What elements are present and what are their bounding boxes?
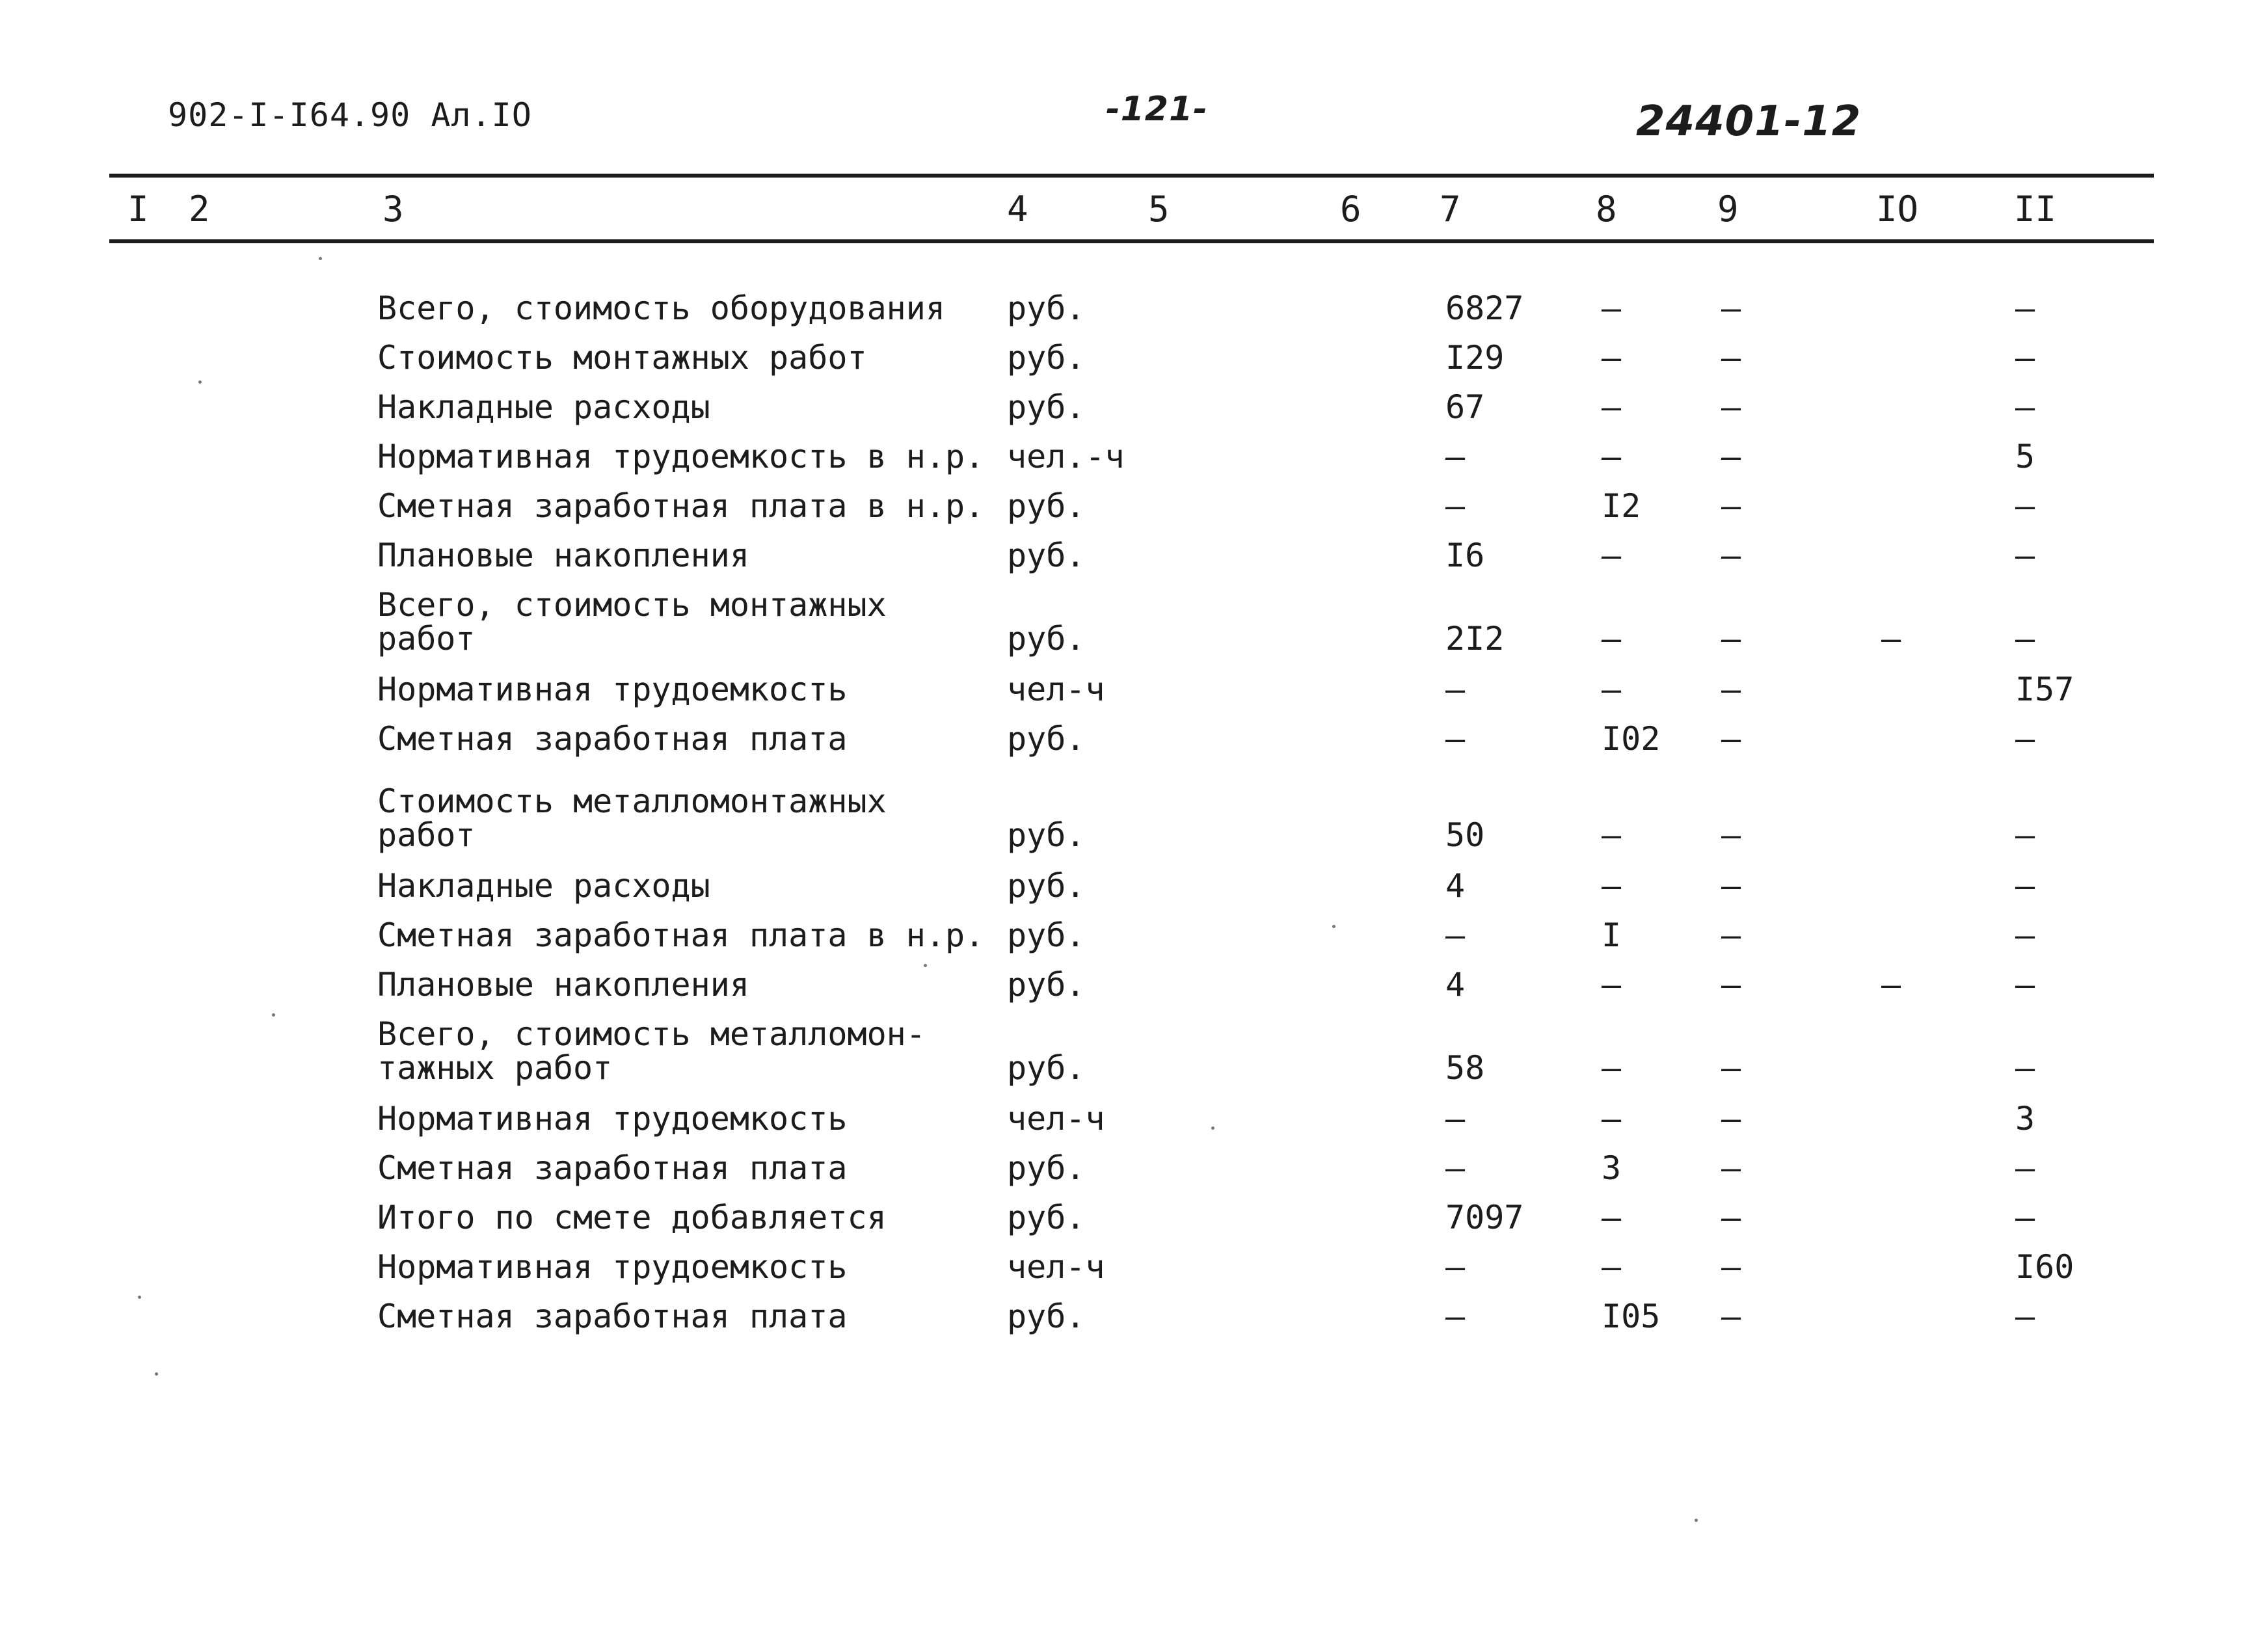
value-col-8: – — [1602, 438, 1622, 475]
value-col-9: – — [1721, 1199, 1741, 1236]
value-col-11: – — [2015, 1298, 2035, 1335]
value-col-7: I29 — [1445, 339, 1505, 377]
value-col-11: – — [2015, 537, 2035, 574]
value-col-8: – — [1602, 289, 1622, 327]
value-col-9: – — [1721, 1298, 1741, 1335]
column-header-7: 7 — [1440, 189, 1461, 230]
value-col-9: – — [1721, 620, 1741, 658]
item-name: Плановые накопления — [377, 537, 749, 574]
value-col-10: – — [1881, 620, 1901, 658]
item-name: Всего, стоимость металломон- тажных работ — [377, 1015, 926, 1087]
value-col-9: – — [1721, 867, 1741, 905]
value-col-7: 4 — [1445, 966, 1466, 1004]
unit-cell: руб. — [1007, 966, 1086, 1004]
value-col-9: – — [1721, 1100, 1741, 1138]
value-col-7: 2I2 — [1445, 620, 1505, 658]
value-col-8: I02 — [1602, 720, 1661, 758]
value-col-11: I60 — [2015, 1248, 2074, 1286]
value-col-9: – — [1721, 916, 1741, 954]
value-col-7: 6827 — [1445, 289, 1524, 327]
value-col-11: – — [2015, 1199, 2035, 1236]
scan-speck — [1695, 1519, 1698, 1522]
value-col-7: 50 — [1445, 816, 1485, 854]
unit-cell: руб. — [1007, 537, 1086, 574]
value-col-7: I6 — [1445, 537, 1485, 574]
scan-speck — [155, 1372, 158, 1376]
value-col-8: – — [1602, 671, 1622, 708]
item-name: Нормативная трудоемкость — [377, 671, 848, 708]
item-name: Всего, стоимость монтажных работ — [377, 586, 887, 658]
value-col-9: – — [1721, 438, 1741, 475]
item-name: Сметная заработная плата — [377, 720, 848, 758]
value-col-11: – — [2015, 966, 2035, 1004]
unit-cell: руб. — [1007, 1049, 1086, 1087]
value-col-8: – — [1602, 1100, 1622, 1138]
value-col-9: – — [1721, 1049, 1741, 1087]
value-col-7: 4 — [1445, 867, 1466, 905]
unit-cell: руб. — [1007, 1298, 1086, 1335]
value-col-9: – — [1721, 388, 1741, 426]
value-col-8: – — [1602, 339, 1622, 377]
value-col-11: – — [2015, 867, 2035, 905]
value-col-9: – — [1721, 671, 1741, 708]
value-col-11: – — [2015, 916, 2035, 954]
value-col-11: – — [2015, 388, 2035, 426]
unit-cell: руб. — [1007, 1149, 1086, 1187]
item-name: Накладные расходы — [377, 867, 710, 905]
value-col-7: – — [1445, 487, 1466, 525]
item-name: Сметная заработная плата — [377, 1149, 848, 1187]
value-col-11: – — [2015, 487, 2035, 525]
value-col-8: – — [1602, 1248, 1622, 1286]
item-name: Нормативная трудоемкость — [377, 1100, 848, 1138]
item-name: Сметная заработная плата в н.р. — [377, 916, 985, 954]
value-col-9: – — [1721, 1248, 1741, 1286]
scan-speck — [319, 257, 322, 260]
value-col-10: – — [1881, 966, 1901, 1004]
unit-cell: чел-ч — [1007, 671, 1105, 708]
value-col-7: – — [1445, 438, 1466, 475]
value-col-9: – — [1721, 289, 1741, 327]
value-col-9: – — [1721, 1149, 1741, 1187]
unit-cell: руб. — [1007, 388, 1086, 426]
item-name: Стоимость металломонтажных работ — [377, 782, 887, 854]
column-header-4: 4 — [1007, 189, 1028, 230]
item-name: Сметная заработная плата в н.р. — [377, 487, 985, 525]
value-col-8: I05 — [1602, 1298, 1661, 1335]
value-col-8: I — [1602, 916, 1622, 954]
value-col-7: – — [1445, 671, 1466, 708]
value-col-7: – — [1445, 720, 1466, 758]
value-col-7: – — [1445, 1100, 1466, 1138]
scan-speck — [198, 380, 202, 384]
unit-cell: чел-ч — [1007, 1100, 1105, 1138]
unit-cell: руб. — [1007, 1199, 1086, 1236]
unit-cell: чел.-ч — [1007, 438, 1125, 475]
value-col-7: – — [1445, 1248, 1466, 1286]
document-code: 24401-12 — [1636, 98, 1862, 146]
value-col-11: – — [2015, 816, 2035, 854]
value-col-7: – — [1445, 916, 1466, 954]
unit-cell: руб. — [1007, 816, 1086, 854]
unit-cell: руб. — [1007, 867, 1086, 905]
column-header-1: I — [127, 189, 149, 230]
scan-speck — [1332, 925, 1335, 928]
value-col-8: – — [1602, 966, 1622, 1004]
value-col-8: 3 — [1602, 1149, 1622, 1187]
document-reference: 902-I-I64.90 Ал.IO — [168, 96, 532, 134]
scan-speck — [924, 964, 927, 967]
value-col-7: 58 — [1445, 1049, 1485, 1087]
item-name: Нормативная трудоемкость в н.р. — [377, 438, 985, 475]
value-col-8: – — [1602, 1199, 1622, 1236]
value-col-11: – — [2015, 1049, 2035, 1087]
value-col-9: – — [1721, 487, 1741, 525]
value-col-11: – — [2015, 1149, 2035, 1187]
value-col-8: – — [1602, 620, 1622, 658]
column-header-8: 8 — [1596, 189, 1617, 230]
scan-speck — [1211, 1126, 1214, 1130]
value-col-8: – — [1602, 537, 1622, 574]
column-header-10: IO — [1876, 189, 1919, 230]
table-top-rule — [109, 174, 2154, 178]
unit-cell: чел-ч — [1007, 1248, 1105, 1286]
unit-cell: руб. — [1007, 339, 1086, 377]
item-name: Итого по смете добавляется — [377, 1199, 887, 1236]
unit-cell: руб. — [1007, 720, 1086, 758]
value-col-9: – — [1721, 339, 1741, 377]
value-col-9: – — [1721, 966, 1741, 1004]
page-number: -121- — [1106, 90, 1208, 129]
value-col-7: – — [1445, 1298, 1466, 1335]
value-col-9: – — [1721, 816, 1741, 854]
value-col-7: 7097 — [1445, 1199, 1524, 1236]
column-header-6: 6 — [1340, 189, 1362, 230]
item-name: Накладные расходы — [377, 388, 710, 426]
value-col-8: – — [1602, 816, 1622, 854]
item-name: Сметная заработная плата — [377, 1298, 848, 1335]
item-name: Плановые накопления — [377, 966, 749, 1004]
value-col-8: – — [1602, 867, 1622, 905]
column-header-5: 5 — [1148, 189, 1170, 230]
value-col-7: 67 — [1445, 388, 1485, 426]
value-col-11: – — [2015, 339, 2035, 377]
column-header-11: II — [2014, 189, 2057, 230]
unit-cell: руб. — [1007, 487, 1086, 525]
column-header-9: 9 — [1717, 189, 1739, 230]
item-name: Нормативная трудоемкость — [377, 1248, 848, 1286]
value-col-8: I2 — [1602, 487, 1641, 525]
item-name: Всего, стоимость оборудования — [377, 289, 945, 327]
value-col-11: 5 — [2015, 438, 2035, 475]
value-col-9: – — [1721, 720, 1741, 758]
value-col-11: – — [2015, 289, 2035, 327]
unit-cell: руб. — [1007, 289, 1086, 327]
item-name: Стоимость монтажных работ — [377, 339, 867, 377]
scan-speck — [138, 1296, 141, 1299]
value-col-7: – — [1445, 1149, 1466, 1187]
column-header-3: 3 — [382, 189, 404, 230]
value-col-8: – — [1602, 388, 1622, 426]
unit-cell: руб. — [1007, 620, 1086, 658]
value-col-11: I57 — [2015, 671, 2074, 708]
value-col-8: – — [1602, 1049, 1622, 1087]
value-col-9: – — [1721, 537, 1741, 574]
value-col-11: 3 — [2015, 1100, 2035, 1138]
value-col-11: – — [2015, 620, 2035, 658]
unit-cell: руб. — [1007, 916, 1086, 954]
table-header-rule — [109, 239, 2154, 243]
scan-speck — [272, 1013, 275, 1017]
column-header-2: 2 — [189, 189, 210, 230]
value-col-11: – — [2015, 720, 2035, 758]
